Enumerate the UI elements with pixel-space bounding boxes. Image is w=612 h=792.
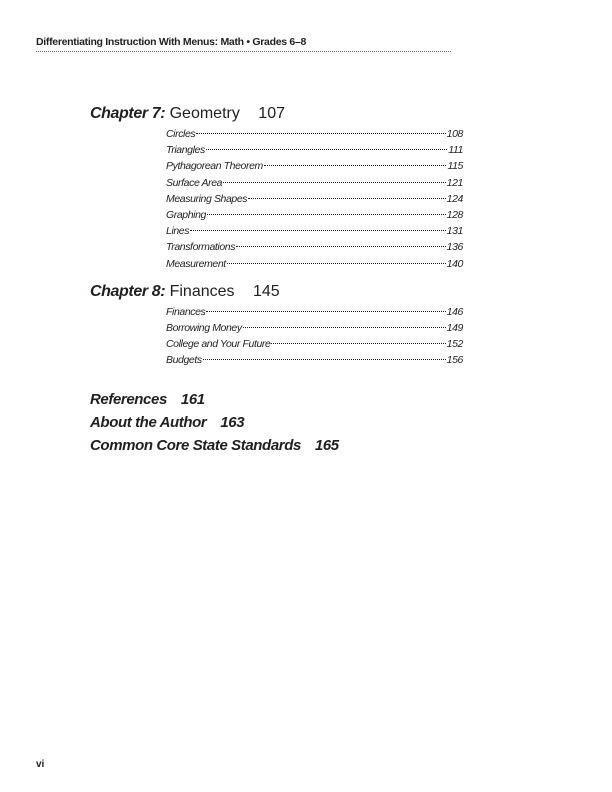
toc-entry-page: 108 xyxy=(446,128,463,140)
toc-entry xyxy=(166,223,463,239)
toc-entry xyxy=(166,175,463,191)
back-matter-title: About the Author xyxy=(90,414,207,432)
toc-entry-page: 152 xyxy=(446,338,463,351)
toc-entry xyxy=(166,191,463,207)
chapter-8-entries xyxy=(166,304,463,369)
toc-entry-page: 124 xyxy=(446,192,463,205)
dot-leader xyxy=(227,263,446,264)
toc-entry-page: 146 xyxy=(446,305,463,318)
table-of-contents xyxy=(90,104,463,457)
toc-entry-title: Borrowing Money xyxy=(166,321,242,334)
back-matter-references xyxy=(90,388,390,411)
dot-leader xyxy=(196,133,445,134)
toc-entry-title: Circles xyxy=(166,128,196,140)
dot-leader xyxy=(236,246,446,247)
toc-entry xyxy=(166,352,463,368)
toc-entry-title: Triangles xyxy=(166,144,205,157)
toc-entry-title: Surface Area xyxy=(166,176,223,189)
toc-entry-title: Pythagorean Theorem xyxy=(166,160,263,173)
toc-entry-title: College and Your Future xyxy=(166,338,271,351)
spacer xyxy=(90,272,390,282)
dot-leader xyxy=(243,327,446,328)
toc-entry-page: 136 xyxy=(446,241,463,254)
chapter-heading-8 xyxy=(90,282,390,302)
page-number: vi xyxy=(36,759,45,770)
toc-entry-title: Graphing xyxy=(166,208,206,221)
dot-leader xyxy=(190,230,446,231)
toc-entry-page: 115 xyxy=(447,160,463,173)
toc-entry xyxy=(166,336,463,352)
toc-entry-title: Budgets xyxy=(166,354,202,367)
dot-leader xyxy=(206,149,447,150)
running-head: Differentiating Instruction With Menus: Math • Grades 6–8 xyxy=(36,36,307,48)
toc-entry-title: Measurement xyxy=(166,257,226,270)
toc-entry xyxy=(166,256,463,272)
back-matter-standards xyxy=(90,434,390,457)
back-matter-title: References xyxy=(90,391,167,409)
toc-entry xyxy=(166,158,463,174)
toc-entry-page: 140 xyxy=(446,257,463,270)
header-dotted-rule xyxy=(36,51,451,52)
chapter-page: 145 xyxy=(252,282,280,300)
spacer xyxy=(90,368,390,388)
dot-leader xyxy=(271,343,445,344)
chapter-label: Chapter 7: xyxy=(90,105,166,122)
back-matter-about-author xyxy=(90,411,390,434)
toc-entry-page: 156 xyxy=(446,354,463,367)
toc-entry-title: Finances xyxy=(166,305,206,318)
back-matter-page: 163 xyxy=(220,414,245,432)
toc-entry xyxy=(166,239,463,255)
toc-entry-page: 111 xyxy=(448,144,463,157)
toc-entry-page: 128 xyxy=(446,208,463,221)
chapter-title: Geometry xyxy=(169,105,240,122)
toc-entry-page: 149 xyxy=(446,321,463,334)
dot-leader xyxy=(207,214,446,215)
chapter-page: 107 xyxy=(258,105,285,122)
toc-entry xyxy=(166,126,463,142)
toc-entry xyxy=(166,142,463,158)
chapter-label: Chapter 8: xyxy=(90,282,166,300)
toc-entry-page: 121 xyxy=(446,176,463,189)
dot-leader xyxy=(264,165,447,166)
chapter-title: Finances xyxy=(169,282,235,300)
toc-entry xyxy=(166,207,463,223)
toc-entry-title: Lines xyxy=(166,225,190,238)
chapter-heading-7 xyxy=(90,104,390,124)
chapter-7-entries xyxy=(166,126,463,272)
back-matter-page: 165 xyxy=(314,437,339,455)
toc-entry-title: Measuring Shapes xyxy=(166,192,248,205)
toc-entry xyxy=(166,320,463,336)
dot-leader xyxy=(203,359,446,360)
toc-entry xyxy=(166,304,463,320)
dot-leader xyxy=(223,182,446,183)
toc-entry-page: 131 xyxy=(446,225,463,238)
back-matter-page: 161 xyxy=(180,391,205,409)
back-matter-title: Common Core State Standards xyxy=(90,437,301,455)
dot-leader xyxy=(248,198,446,199)
dot-leader xyxy=(206,311,445,312)
toc-entry-title: Transformations xyxy=(166,241,236,254)
